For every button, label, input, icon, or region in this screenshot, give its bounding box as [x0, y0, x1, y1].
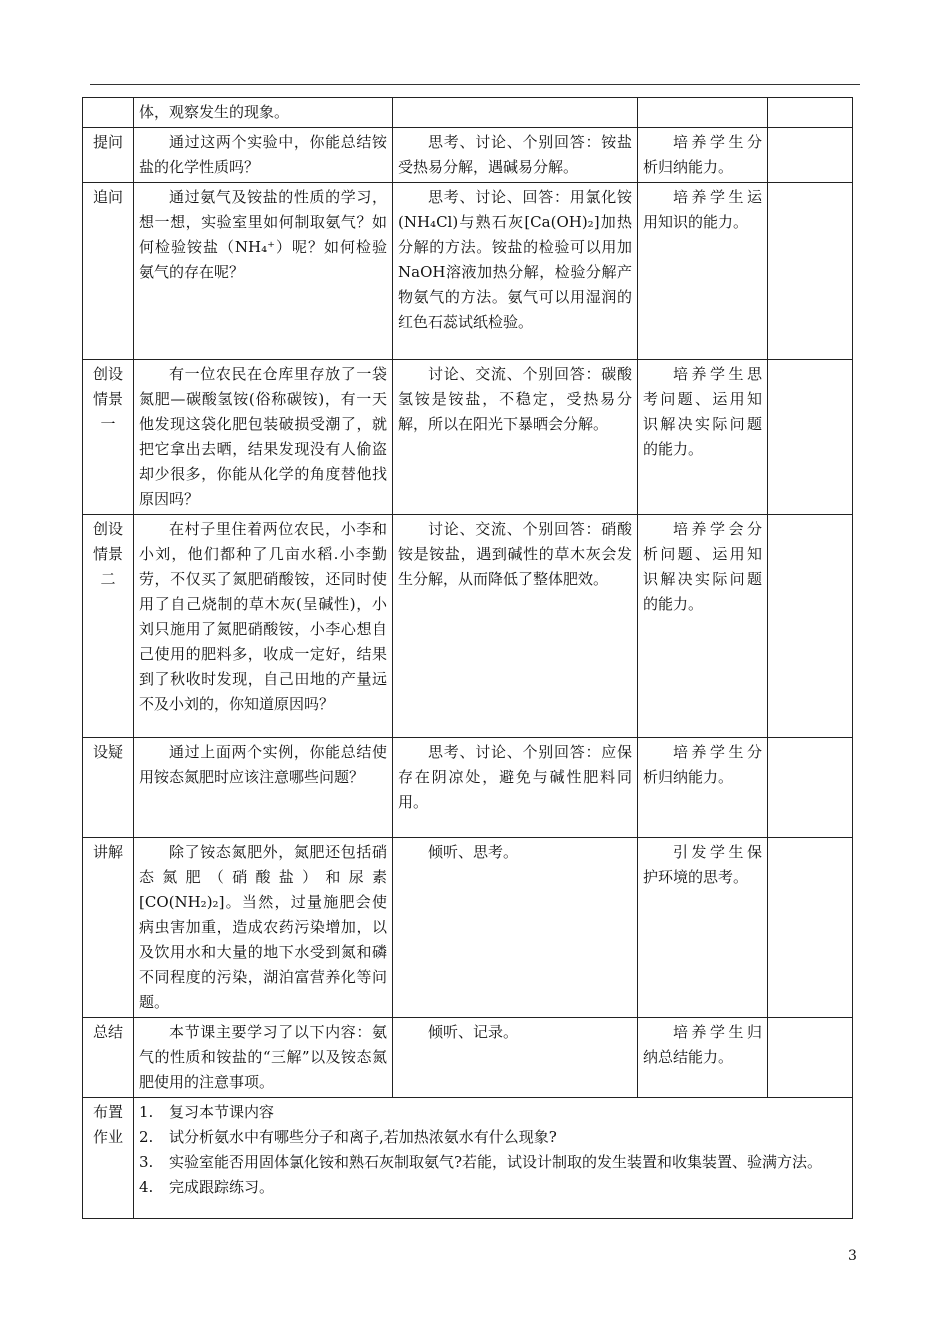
student-activity-text: 倾听、记录。 [428, 1023, 519, 1041]
design-intent-cell [638, 515, 768, 738]
note-cell [768, 838, 853, 1018]
note-cell [768, 515, 853, 738]
teacher-content-cell [134, 738, 393, 838]
teacher-content-cell [134, 360, 393, 515]
homework-stage-cell [83, 1098, 134, 1219]
lesson-row [83, 738, 853, 838]
teacher-content-text: 体，观察发生的现象。 [139, 103, 290, 121]
design-intent-cell [638, 128, 768, 183]
homework-row [83, 1098, 853, 1219]
student-activity-text: 思考、讨论、个别回答：应保存在阴凉处，避免与碱性肥料同用。 [398, 743, 632, 811]
student-activity-cell [393, 98, 638, 128]
design-intent-text: 培养学生运用知识的能力。 [643, 188, 762, 231]
design-intent-cell [638, 98, 768, 128]
note-cell [768, 98, 853, 128]
design-intent-text: 引发学生保护环境的思考。 [643, 843, 762, 886]
design-intent-cell [638, 738, 768, 838]
lesson-row [83, 838, 853, 1018]
note-cell [768, 360, 853, 515]
student-activity-text: 思考、讨论、个别回答：铵盐受热易分解，遇碱易分解。 [398, 133, 632, 176]
design-intent-text: 培养学会分析问题、运用知识解决实际问题的能力。 [643, 520, 762, 613]
lesson-row [83, 360, 853, 515]
homework-item-text: 完成跟踪练习。 [169, 1178, 275, 1196]
student-activity-cell [393, 1018, 638, 1098]
teacher-content-cell [134, 1018, 393, 1098]
homework-item-number: 2. [139, 1128, 154, 1146]
stage-label: 讲解 [93, 843, 124, 861]
header-rule [90, 84, 860, 85]
stage-cell [83, 738, 134, 838]
student-activity-text: 讨论、交流、个别回答：硝酸铵是铵盐，遇到碱性的草木灰会发生分解，从而降低了整体肥效。 [398, 520, 632, 588]
teacher-content-text: 本节课主要学习了以下内容：氨气的性质和铵盐的“三解”以及铵态氮肥使用的注意事项。 [139, 1023, 387, 1091]
stage-cell [83, 183, 134, 360]
homework-item-text: 试分析氨水中有哪些分子和离子,若加热浓氨水有什么现象? [169, 1128, 557, 1146]
stage-label: 创设情景二 [93, 520, 124, 588]
teacher-content-text: 除了铵态氮肥外，氮肥还包括硝态氮肥（硝酸盐）和尿素[CO(NH₂)₂]。当然，过量施肥会使病虫害加重，造成农药污染增加，以及饮用水和大量的地下水受到氮和磷不同程度的污染，湖泊富营养化等问题。 [139, 843, 387, 1011]
lesson-row [83, 1018, 853, 1098]
stage-cell [83, 360, 134, 515]
teacher-content-cell [134, 98, 393, 128]
student-activity-text: 思考、讨论、回答：用氯化铵(NH₄Cl)与熟石灰[Ca(OH)₂]加热分解的方法。铵盐的检验可以用加NaOH溶液加热分解，检验分解产物氨气的方法。氨气可以用湿润的红色石蕊试纸检验。 [398, 188, 632, 331]
student-activity-text: 倾听、思考。 [428, 843, 519, 861]
note-cell [768, 183, 853, 360]
note-cell [768, 128, 853, 183]
note-cell [768, 1018, 853, 1098]
lesson-plan-table [82, 97, 853, 1219]
design-intent-cell [638, 838, 768, 1018]
teacher-content-cell [134, 515, 393, 738]
stage-label: 提问 [93, 133, 124, 151]
stage-cell [83, 838, 134, 1018]
homework-item-number: 4. [139, 1178, 154, 1196]
student-activity-cell [393, 515, 638, 738]
teacher-content-text: 有一位农民在仓库里存放了一袋氮肥—碳酸氢铵(俗称碳铵)，有一天他发现这袋化肥包装破损受潮了，就把它拿出去晒，结果发现没有人偷盗却少很多，你能从化学的角度替他找原因吗？ [139, 365, 387, 508]
design-intent-cell [638, 183, 768, 360]
homework-item-number: 1. [139, 1103, 154, 1121]
teacher-content-cell [134, 183, 393, 360]
homework-item-number: 3. [139, 1153, 154, 1171]
stage-label: 创设情景一 [93, 365, 124, 433]
stage-cell [83, 128, 134, 183]
homework-item-text: 复习本节课内容 [169, 1103, 275, 1121]
stage-cell [83, 1018, 134, 1098]
teacher-content-text: 在村子里住着两位农民，小李和小刘，他们都种了几亩水稻.小李勤劳，不仅买了氮肥硝酸铵，还同时使用了自己烧制的草木灰(呈碱性)，小刘只施用了氮肥硝酸铵，小李心想自己使用的肥料多，收成一定好，结果到了秋收时发现，自己田地的产量远不及小刘的，你知道原因吗？ [139, 520, 387, 713]
design-intent-text: 培养学生分析归纳能力。 [643, 743, 762, 786]
teacher-content-text: 通过这两个实验中，你能总结铵盐的化学性质吗？ [139, 133, 387, 176]
student-activity-cell [393, 128, 638, 183]
stage-cell [83, 98, 134, 128]
design-intent-text: 培养学生分析归纳能力。 [643, 133, 762, 176]
homework-list [134, 1098, 853, 1219]
teacher-content-cell [134, 128, 393, 183]
note-cell [768, 738, 853, 838]
student-activity-cell [393, 738, 638, 838]
student-activity-text: 讨论、交流、个别回答：碳酸氢铵是铵盐，不稳定，受热易分解，所以在阳光下暴晒会分解。 [398, 365, 632, 433]
homework-item [139, 1100, 847, 1125]
lesson-row [83, 515, 853, 738]
lesson-row [83, 98, 853, 128]
student-activity-cell [393, 838, 638, 1018]
homework-item [139, 1175, 847, 1200]
stage-label: 追问 [93, 188, 124, 206]
student-activity-cell [393, 183, 638, 360]
lesson-rows [83, 98, 853, 1098]
teacher-content-text: 通过上面两个实例，你能总结使用铵态氮肥时应该注意哪些问题？ [139, 743, 387, 786]
stage-cell [83, 515, 134, 738]
lesson-row [83, 128, 853, 183]
student-activity-cell [393, 360, 638, 515]
homework-item [139, 1150, 847, 1175]
teacher-content-text: 通过氨气及铵盐的性质的学习，想一想，实验室里如何制取氨气？如何检验铵盐（NH₄⁺）呢？如何检验氨气的存在呢？ [139, 188, 387, 281]
teacher-content-cell [134, 838, 393, 1018]
design-intent-text: 培养学生思考问题、运用知识解决实际问题的能力。 [643, 365, 762, 458]
design-intent-cell [638, 1018, 768, 1098]
design-intent-cell [638, 360, 768, 515]
design-intent-text: 培养学生归纳总结能力。 [643, 1023, 762, 1066]
homework-stage-label: 布置作业 [92, 1103, 123, 1146]
stage-label: 总结 [93, 1023, 124, 1041]
lesson-row [83, 183, 853, 360]
page-number: 3 [848, 1248, 857, 1264]
homework-item [139, 1125, 847, 1150]
homework-item-text: 实验室能否用固体氯化铵和熟石灰制取氨气?若能，试设计制取的发生装置和收集装置、验满方法。 [169, 1153, 823, 1171]
stage-label: 设疑 [93, 743, 124, 761]
